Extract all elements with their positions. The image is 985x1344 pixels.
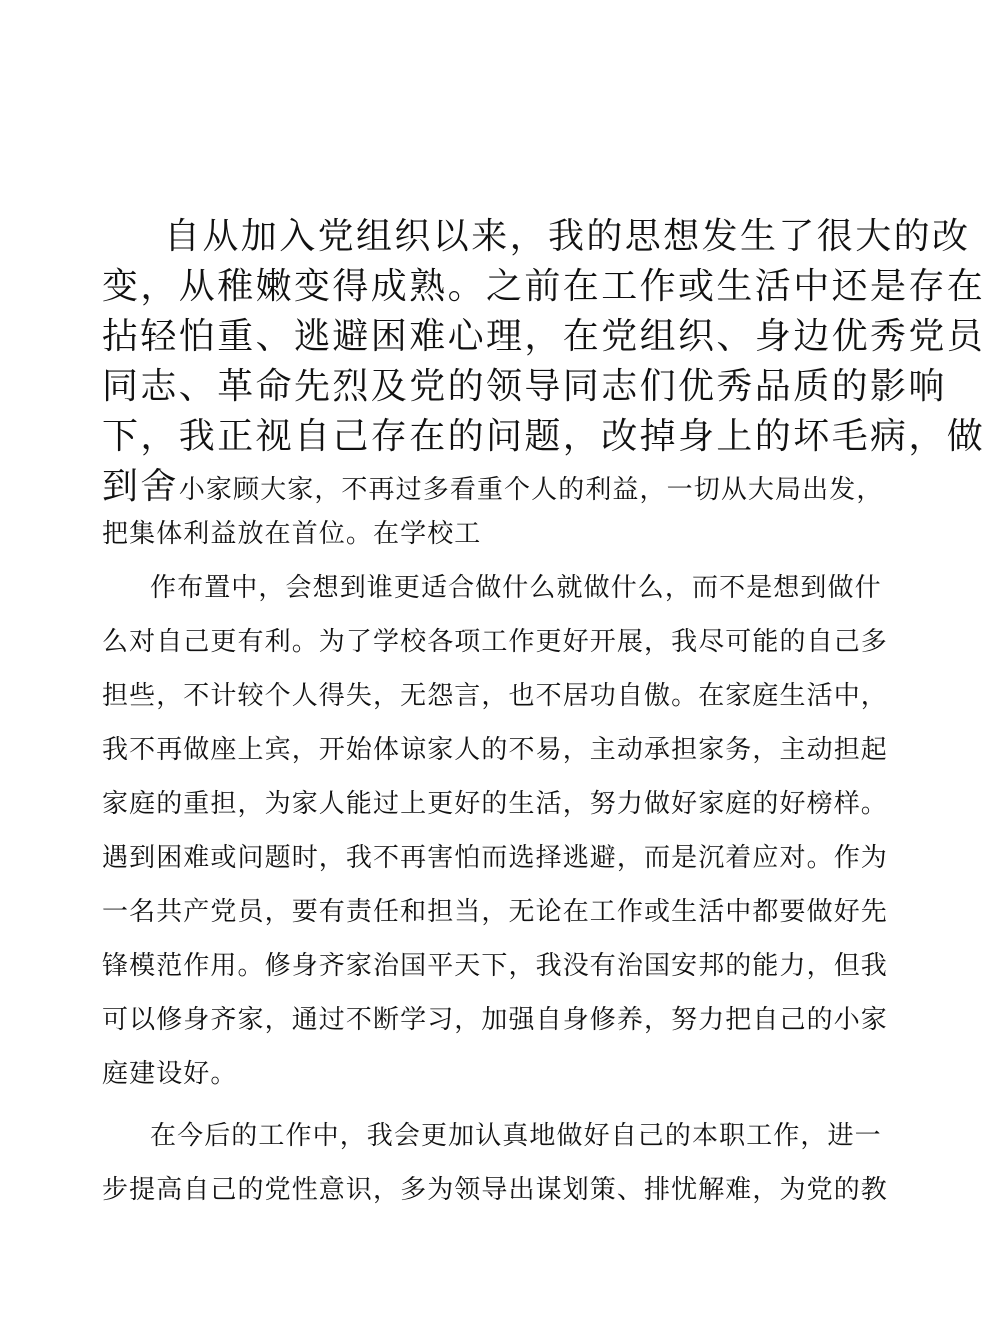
paragraph-2-line-10: 庭建设好。 <box>102 1059 238 1089</box>
paragraph-1-line-3: 拈轻怕重、逃避困难心理，在党组织、身边优秀党员 <box>102 316 985 357</box>
paragraph-1-line-5: 下，我正视自己存在的问题，改掉身上的坏毛病，做 <box>102 416 985 457</box>
paragraph-3-line-1: 在今后的工作中，我会更加认真地做好自己的本职工作，进一 <box>150 1121 882 1151</box>
paragraph-2-line-2: 么对自己更有利。为了学校各项工作更好开展，我尽可能的自己多 <box>102 627 888 657</box>
paragraph-1-line-6-rest: 小家顾大家，不再过多看重个人的利益，一切从大局出发， <box>178 475 884 505</box>
paragraph-1-line-4: 同志、革命先烈及党的领导同志们优秀品质的影响 <box>102 366 947 407</box>
paragraph-2-line-4: 我不再做座上宾，开始体谅家人的不易，主动承担家务，主动担起 <box>102 735 888 765</box>
paragraph-1-line-7: 把集体利益放在首位。在学校工 <box>102 519 482 549</box>
paragraph-2-line-5: 家庭的重担，为家人能过上更好的生活，努力做好家庭的好榜样。 <box>102 789 888 819</box>
paragraph-2-line-3: 担些，不计较个人得失，无怨言，也不居功自傲。在家庭生活中， <box>102 681 888 711</box>
paragraph-1-line-2: 变，从稚嫩变得成熟。之前在工作或生活中还是存在 <box>102 266 985 307</box>
paragraph-1-line-6-lead: 到舍 <box>102 466 179 507</box>
paragraph-1-line-1: 自从加入党组织以来，我的思想发生了很大的改 <box>164 216 971 257</box>
paragraph-2-line-6: 遇到困难或问题时，我不再害怕而选择逃避，而是沉着应对。作为 <box>102 843 888 873</box>
paragraph-2-line-7: 一名共产党员，要有责任和担当，无论在工作或生活中都要做好先 <box>102 897 888 927</box>
paragraph-1-line-6 <box>102 462 884 512</box>
paragraph-3-line-2: 步提高自己的党性意识，多为领导出谋划策、排忧解难，为党的教 <box>102 1175 888 1205</box>
paragraph-2-line-8: 锋模范作用。修身齐家治国平天下，我没有治国安邦的能力，但我 <box>102 951 888 981</box>
paragraph-2-line-1: 作布置中，会想到谁更适合做什么就做什么，而不是想到做什 <box>150 573 882 603</box>
paragraph-2-line-9: 可以修身齐家，通过不断学习，加强自身修养，努力把自己的小家 <box>102 1005 888 1035</box>
